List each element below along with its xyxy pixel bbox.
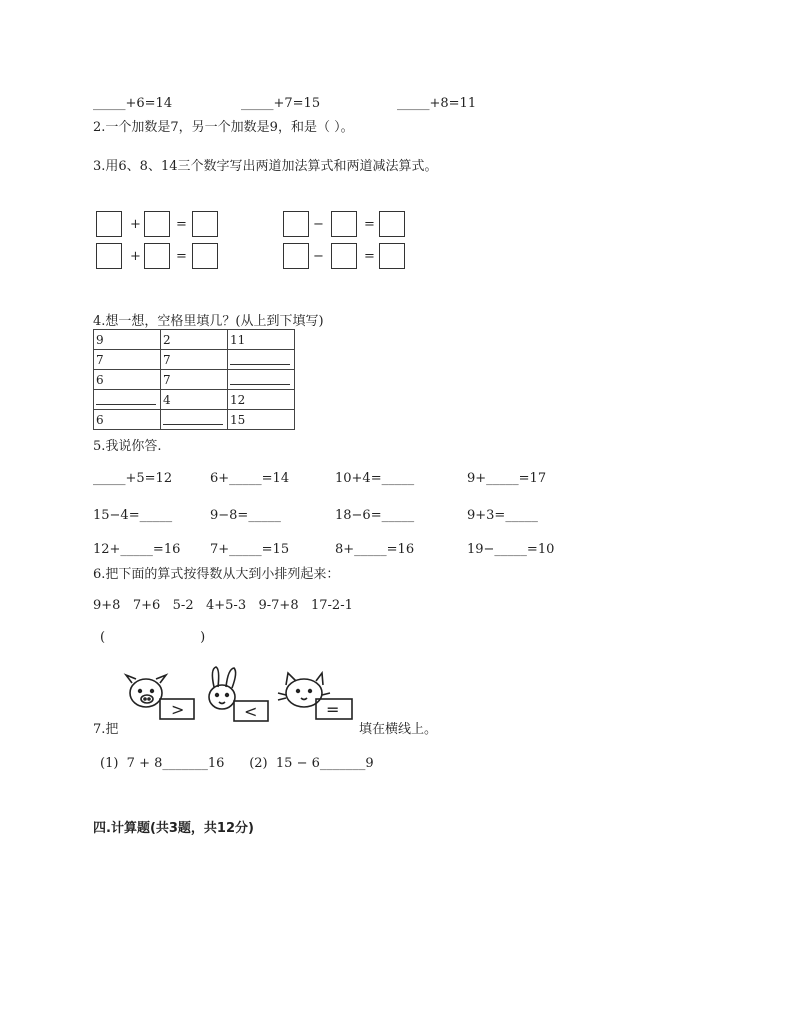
exercise: 15−4=_____: [93, 508, 173, 523]
answer-box[interactable]: [331, 211, 357, 237]
table-cell: 9: [94, 330, 161, 350]
equals-sign: =: [364, 249, 375, 264]
exercise: 8+_____=16: [335, 542, 415, 557]
exercise: 9+_____=17: [467, 471, 547, 486]
answer-box[interactable]: [144, 243, 170, 269]
q6-expressions: 9+8 7+6 5-2 4+5-3 9-7+8 17-2-1: [93, 598, 353, 613]
question-2: 2.一个加数是7，另一个加数是9，和是（ ）。: [93, 120, 354, 135]
answer-box[interactable]: [379, 211, 405, 237]
table-cell: 15: [228, 410, 295, 430]
equals-sign: =: [176, 217, 187, 232]
blank-cell[interactable]: [161, 410, 228, 430]
answer-box[interactable]: [379, 243, 405, 269]
equals-sign: =: [364, 217, 375, 232]
answer-box[interactable]: [283, 211, 309, 237]
minus-sign: −: [313, 217, 324, 232]
exercise: 9−8=_____: [210, 508, 281, 523]
exercise: _____+5=12: [93, 471, 173, 486]
answer-box[interactable]: [192, 211, 218, 237]
question-6: 6.把下面的算式按得数从大到小排列起来：: [93, 567, 340, 582]
answer-box[interactable]: [96, 211, 122, 237]
table-cell: 7: [94, 350, 161, 370]
table-row: [94, 370, 295, 390]
blank-cell[interactable]: [94, 390, 161, 410]
sign-eq: =: [326, 700, 340, 719]
answer-box[interactable]: [96, 243, 122, 269]
table-row: [94, 350, 295, 370]
exercise: 6+_____=14: [210, 471, 290, 486]
question-5: 5.我说你答.: [93, 439, 162, 454]
exercise: 9+3=_____: [467, 508, 538, 523]
exercise: 12+_____=16: [93, 542, 181, 557]
cat-icon: [278, 673, 352, 719]
answer-box[interactable]: [192, 243, 218, 269]
table-cell: 7: [161, 370, 228, 390]
answer-box[interactable]: [144, 211, 170, 237]
plus-sign: +: [130, 249, 141, 264]
exercise: 7+_____=15: [210, 542, 290, 557]
table-cell: 6: [94, 410, 161, 430]
section-heading: 四.计算题(共3题，共12分): [93, 821, 254, 836]
question-3: 3.用6、8、14三个数字写出两道加法算式和两道减法算式。: [93, 159, 438, 174]
table-cell: 4: [161, 390, 228, 410]
minus-sign: −: [313, 249, 324, 264]
table-row: [94, 410, 295, 430]
fill-blank-3: _____+8=11: [397, 96, 477, 111]
exercise: 18−6=_____: [335, 508, 415, 523]
table-cell: 2: [161, 330, 228, 350]
table-row: [94, 330, 295, 350]
rabbit-icon: [209, 667, 268, 721]
q7-items: (1) 7 + 8_______16 (2) 15 − 6_______9: [100, 756, 374, 771]
blank-cell[interactable]: [228, 350, 295, 370]
exercise: 19−_____=10: [467, 542, 555, 557]
sign-lt: <: [244, 702, 258, 721]
blank-cell[interactable]: [228, 370, 295, 390]
q7-suffix: 填在横线上。: [359, 722, 438, 737]
table-row: [94, 390, 295, 410]
table-cell: 6: [94, 370, 161, 390]
answer-box[interactable]: [283, 243, 309, 269]
table-cell: 12: [228, 390, 295, 410]
q6-answer-parens[interactable]: ( ): [100, 630, 206, 645]
exercise: 10+4=_____: [335, 471, 415, 486]
equals-sign: =: [176, 249, 187, 264]
table-cell: 7: [161, 350, 228, 370]
answer-box[interactable]: [331, 243, 357, 269]
fill-blank-2: _____+7=15: [241, 96, 321, 111]
q7-prefix: 7.把: [93, 722, 119, 737]
question-4: 4.想一想，空格里填几？(从上到下填写): [93, 314, 324, 329]
animal-signs-illustration: [120, 665, 358, 729]
table-cell: 11: [228, 330, 295, 350]
plus-sign: +: [130, 217, 141, 232]
fill-blank-1: _____+6=14: [93, 96, 173, 111]
sign-gt: >: [171, 700, 185, 719]
q4-number-table: [93, 329, 295, 430]
